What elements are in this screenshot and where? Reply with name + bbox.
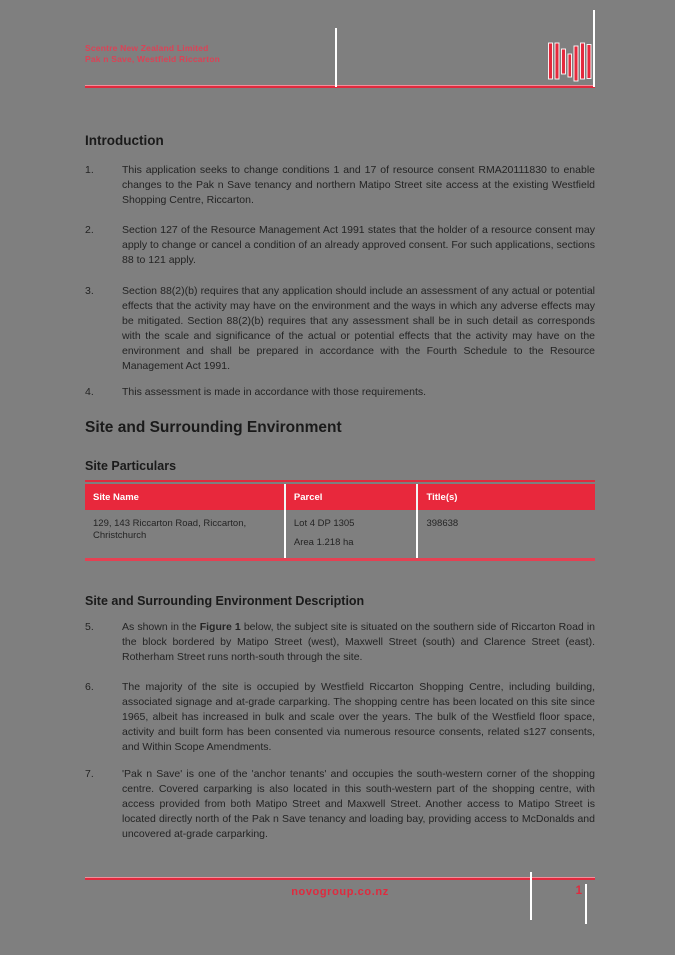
paragraph-number: 5. (85, 621, 94, 633)
site-env-description-heading: Site and Surrounding Environment Description (85, 594, 365, 608)
paragraph-4 (85, 385, 595, 400)
paragraph-1 (85, 163, 595, 208)
cell-parcel (284, 510, 417, 558)
introduction-heading: Introduction (85, 133, 164, 148)
table-header-site-name: Site Name (93, 492, 139, 503)
paragraph-number: 6. (85, 681, 94, 693)
paragraph-2 (85, 223, 595, 268)
paragraph-7 (85, 767, 595, 842)
paragraph-text: Section 127 of the Resource Management Act 1991 states that the holder of a resource consent may apply to change or cancel a condition of an already approved consent. For such applications, sections 88 to 121 apply. (122, 224, 595, 266)
cell-site-name: 129, 143 Riccarton Road, Riccarton, Christchurch (93, 518, 247, 541)
table-row (85, 510, 595, 561)
brand-line-1: Scentre New Zealand Limited (85, 43, 209, 53)
paragraph-number: 1. (85, 164, 94, 176)
paragraph-6 (85, 680, 595, 755)
paragraph-number: 2. (85, 224, 94, 236)
paragraph-text-post: below, the subject site is situated on the southern side of Riccarton Road in the block bordered by Matipo Street (west), Maxwell Street (south) and Clarence Street (east). Rotherham Street runs north-south through the site. (122, 621, 596, 663)
figure-reference: Figure 1 (199, 621, 241, 633)
site-environment-heading: Site and Surrounding Environment (85, 419, 342, 436)
page-number: 1 (575, 885, 582, 897)
page-content (85, 0, 595, 842)
paragraph-text: Section 88(2)(b) requires that any application should include an assessment of any actual or potential effects that the activity may have on the environment and the ways in which any adverse effects may be mitigated. Section 88(2)(b) requires that any assessment shall be in such detail as corresponds with the scale and significance of the actual or potential effects that the activity may have on the environment and shall be prepared in accordance with the Fourth Schedule to the Resource Management Act 1991. (122, 285, 595, 372)
footer-rule (85, 877, 595, 880)
cell-titles: 398638 (416, 510, 595, 558)
table-top-border (85, 480, 595, 482)
site-particulars-heading: Site Particulars (85, 459, 177, 473)
paragraph-3 (85, 284, 595, 374)
paragraph-text: This assessment is made in accordance with those requirements. (122, 386, 427, 398)
table-header-row (85, 484, 595, 510)
site-particulars-table (85, 480, 595, 561)
paragraph-text-pre: As shown in the (122, 621, 200, 633)
brand-line-2: Pak n Save, Westfield Riccarton (85, 54, 221, 64)
paragraph-text: This application seeks to change conditions 1 and 17 of resource consent RMA20111830 to enable changes to the Pak n Save tenancy and northern Matipo Street site access at the existing Westfield Shopping Centre, Riccarton. (122, 164, 595, 206)
table-header-titles: Title(s) (416, 484, 595, 510)
parcel-lot: Lot 4 DP 1305 (293, 518, 355, 529)
table-header-parcel: Parcel (284, 484, 417, 510)
paragraph-text: 'Pak n Save' is one of the 'anchor tenants' and occupies the south-western corner of the shopping centre. Covered carparking is also located in this south-western part of the shopping centre, with access provided from both Matipo Street and Maxwell Street. Another access to Matipo Street is located directly north of the Pak n Save tenancy and loading bay, providing access to McDonalds and uncovered at-grade carparking. (122, 768, 595, 840)
paragraph-number: 7. (85, 768, 94, 780)
paragraph-text: The majority of the site is occupied by Westfield Riccarton Shopping Centre, including building, associated signage and at-grade carparking. The shopping centre has been located on this site since 1965, albeit has increased in bulk and scale over the years. The bulk of the Westfield floor space, activity and built form has been consented via numerous resource consents, related s127 consents, and Within Scope Amendments. (122, 681, 595, 753)
paragraph-number: 3. (85, 285, 94, 297)
paragraph-5 (85, 620, 595, 665)
footer-website-link[interactable]: novogroup.co.nz (291, 886, 389, 898)
paragraph-text (122, 620, 595, 665)
parcel-area: Area 1.218 ha (293, 537, 354, 548)
paragraph-number: 4. (85, 386, 94, 398)
